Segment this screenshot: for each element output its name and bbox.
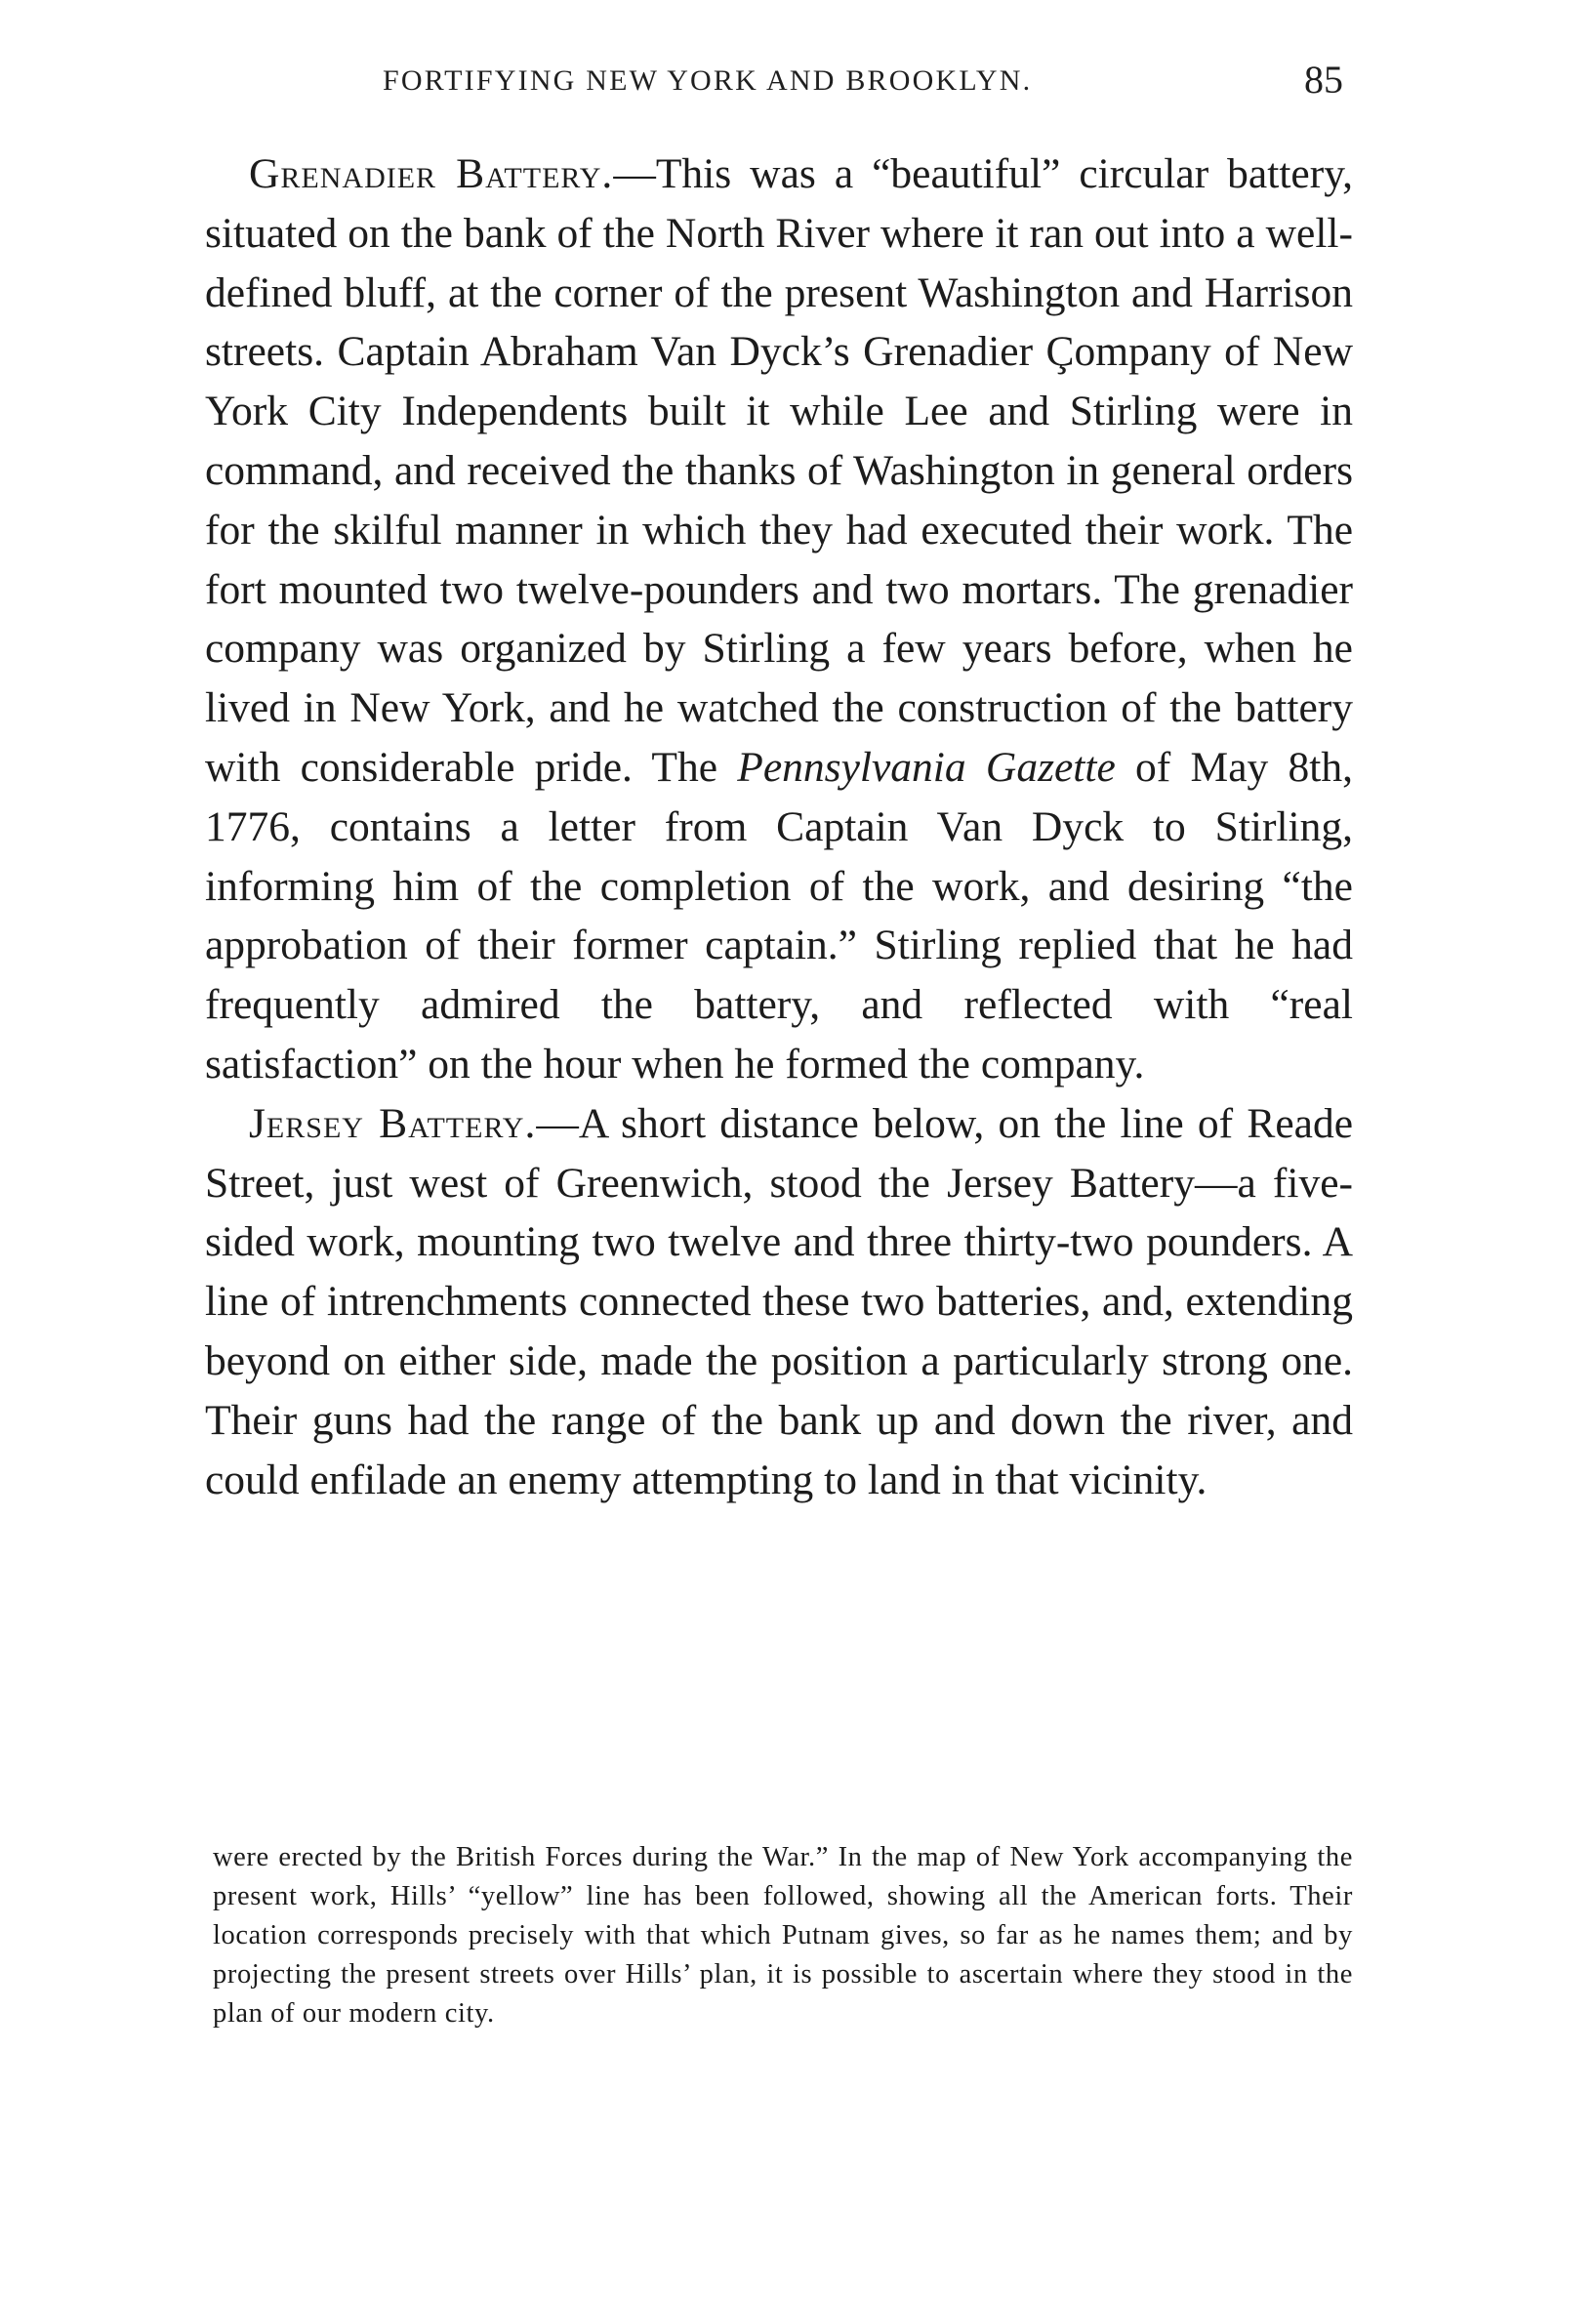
footnote bbox=[213, 1838, 1353, 2033]
paragraph-text: —A short distance below, on the line of Reade Street, just west of Greenwich, stood the Jersey Battery—a five-sided work, mounting two twelve and three thirty-two pounders. A line of intrenchments connected these two batteries, and, extending beyond on either side, made the position a particularly strong one. Their guns had the range of the bank up and down the river, and could enfilade an enemy attempting to land in that vicinity. bbox=[205, 1099, 1354, 1503]
paragraph-text: —This was a “beautiful” circular battery, situated on the bank of the North River where it ran out into a well-defined bluff, at the corner of the present Washington and Harrison streets. Captain Abraham Van Dyck’s Grenadier Çompany of New York City Independents built it while Lee and Stirling were in command, and received the thanks of Washington in general orders for the skilful manner in which they had executed their work. The fort mounted two twelve-pounders and two mortars. The grenadier company was organized by Stirling a few years before, when he lived in New York, and he watched the construction of the battery with considerable pride. The bbox=[205, 150, 1354, 791]
newspaper-title: Pennsylvania Gazette bbox=[737, 743, 1116, 791]
body-text bbox=[205, 144, 1353, 1509]
paragraph-jersey-battery bbox=[205, 1094, 1353, 1510]
section-heading-grenadier-battery: Grenadier Battery. bbox=[249, 150, 614, 197]
running-head: FORTIFYING NEW YORK AND BROOKLYN. bbox=[383, 64, 1033, 97]
paragraph-text: of May 8th, 1776, contains a letter from Captain Van Dyck to Stirling, informing him of the completion of the work, and desiring “the approbation of their former captain.” Stirling replied that he had frequently admired the battery, and reflected with “real satisfaction” on the hour when he formed the company. bbox=[205, 743, 1353, 1087]
page-number: 85 bbox=[1304, 58, 1343, 102]
paragraph-grenadier-battery bbox=[205, 144, 1353, 1094]
footnote-text: were erected by the British Forces during the War.” In the map of New York accompanying the present work, Hills’ “yellow” line has been followed, showing all the American forts. Their location corresponds precisely with that which Putnam gives, so far as he names them; and by projecting the present streets over Hills’ plan, it is possible to ascertain where they stood in the plan of our modern city. bbox=[213, 1842, 1353, 2029]
section-heading-jersey-battery: Jersey Battery. bbox=[249, 1099, 537, 1147]
